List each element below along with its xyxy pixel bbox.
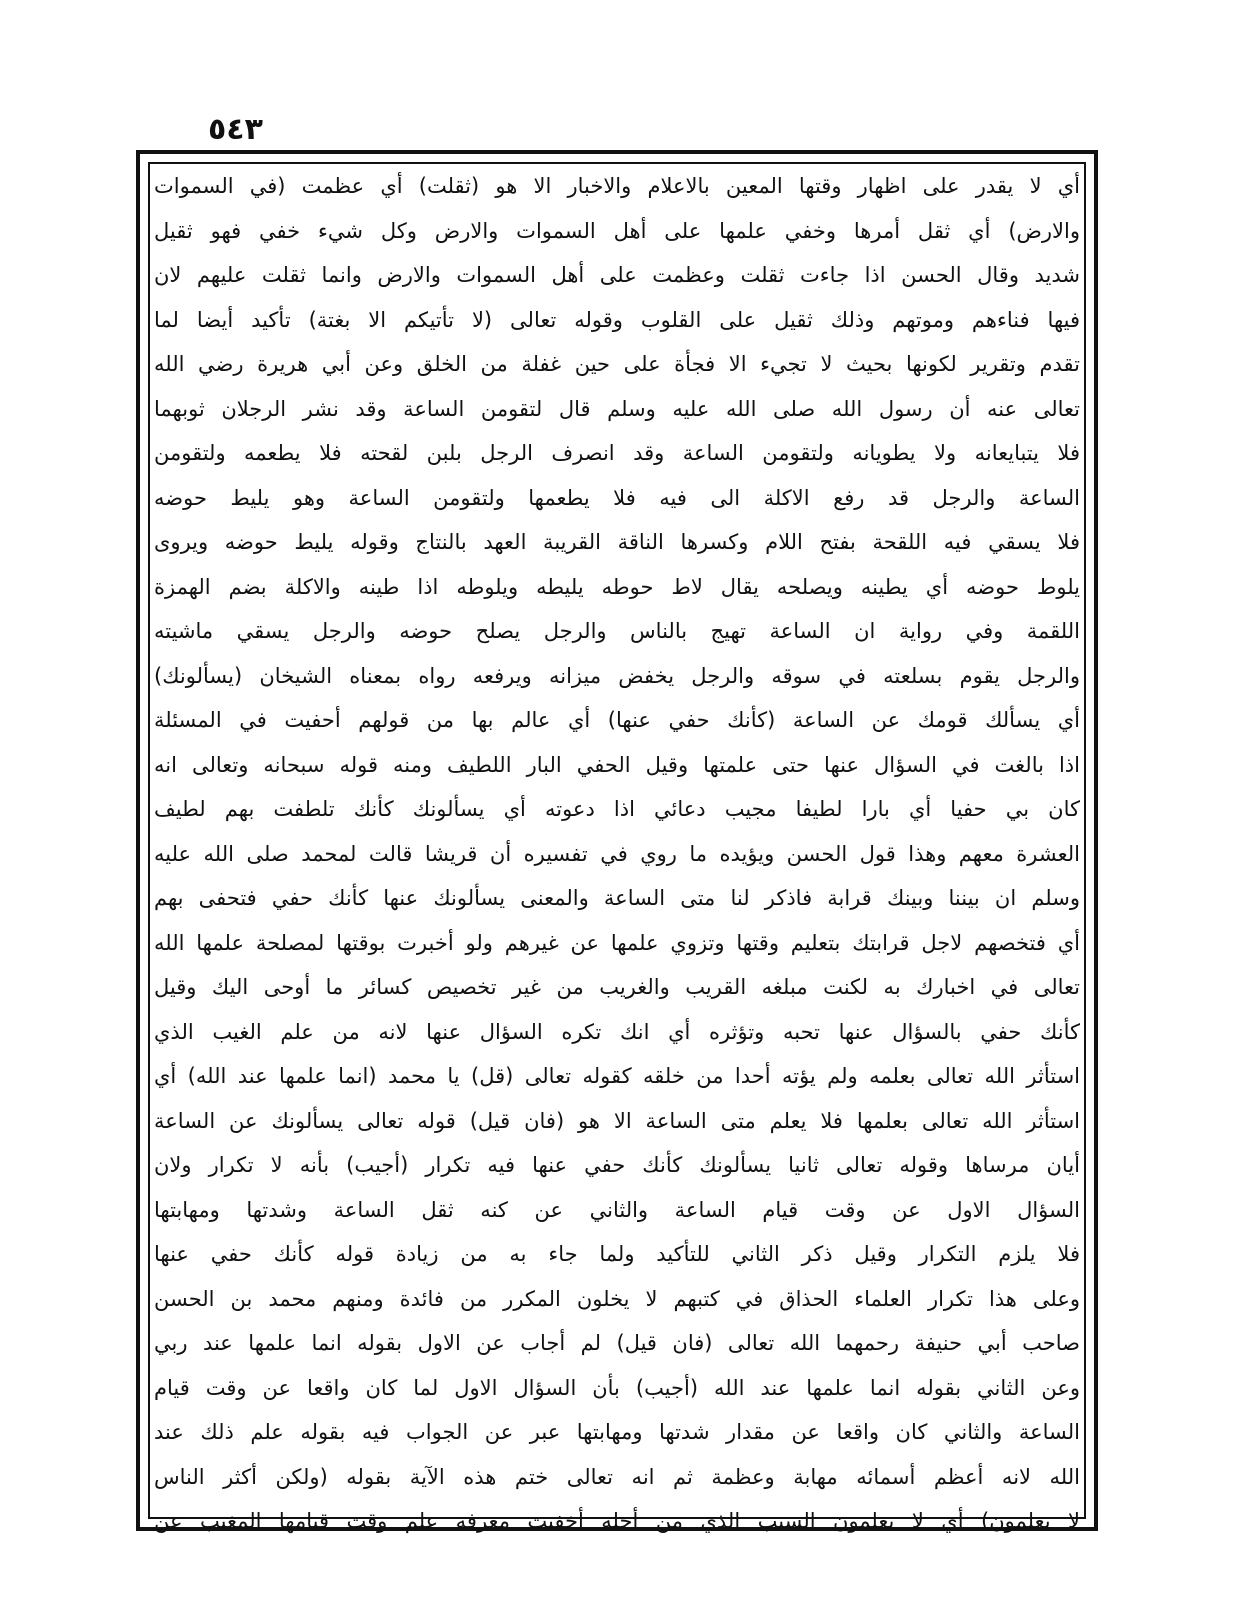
- text-line: السؤال الاول عن وقت قيام الساعة والثاني عن كنه ثقل الساعة وشدتها ومهابتها: [154, 1197, 1080, 1222]
- text-line: الله لانه أعظم أسمائه مهابة وعظمة ثم انه تعالى ختم هذه الآية بقوله (ولكن أكثر الناس: [154, 1464, 1080, 1489]
- text-line: وعن الثاني بقوله انما علمها عند الله (أجيب) بأن السؤال الاول لما كان واقعا عن وقت قيام: [154, 1375, 1080, 1400]
- text-line: والرجل يقوم بسلعته في سوقه والرجل يخفض ميزانه ويرفعه رواه بمعناه الشيخان (يسألونك): [154, 663, 1080, 688]
- text-line: كأنك حفي بالسؤال عنها تحبه وتؤثره أي انك تكره السؤال عنها لانه من علم الغيب الذي: [154, 1019, 1080, 1044]
- text-line: فيها فناءهم وموتهم وذلك ثقيل على القلوب وقوله تعالى (لا تأتيكم الا بغتة) تأكيد أيضا لما: [154, 307, 1080, 332]
- text-line: وعلى هذا تكرار العلماء الحذاق في كتبهم لا يخلون المكرر من فائدة ومنهم محمد بن الحسن: [154, 1286, 1080, 1311]
- text-line: فلا يسقي فيه اللقحة بفتح اللام وكسرها الناقة القريبة العهد بالنتاج وقوله يليط حوضه ويروى: [154, 530, 1080, 554]
- text-line: أيان مرساها وقوله تعالى ثانيا يسألونك كأنك حفي عنها فيه تكرار (أجيب) بأنه لا تكرار ولان: [154, 1153, 1080, 1177]
- text-line: تقدم وتقرير لكونها بحيث لا تجيء الا فجأة على حين غفلة من الخلق وعن أبي هريرة رضي الله: [154, 352, 1080, 376]
- text-line: اللقمة وفي رواية ان الساعة تهيج بالناس والرجل يصلح حوضه والرجل يسقي ماشيته: [154, 619, 1080, 643]
- text-line: لا يعلمون) أي لا يعلمون السبب الذي من أجله أخفيت معرفة علم وقت قيامها المغيب عن: [154, 1509, 1080, 1533]
- text-line: شديد وقال الحسن اذا جاءت ثقلت وعظمت على أهل السموات والارض وانما ثقلت عليهم لان: [154, 263, 1080, 287]
- text-line: أي يسألك قومك عن الساعة (كأنك حفي عنها) أي عالم بها من قولهم أحفيت في المسئلة: [154, 708, 1080, 732]
- text-line: الساعة والثاني كان واقعا عن مقدار شدتها ومهابتها عبر عن الجواب فيه بقوله علم ذلك عند: [154, 1420, 1080, 1444]
- text-line: صاحب أبي حنيفة رحمهما الله تعالى (فان قيل) لم أجاب عن الاول بقوله انما علمها عند ربي: [154, 1331, 1080, 1355]
- page-number: ٥٤٣: [208, 112, 263, 147]
- text-body: [150, 164, 1084, 1533]
- text-line: اذا بالغت في السؤال عنها حتى علمتها وقيل الحفي البار اللطيف ومنه قوله سبحانه وتعالى انه: [154, 752, 1080, 777]
- text-line: أي لا يقدر على اظهار وقتها المعين بالاعلام والاخبار الا هو (ثقلت) أي عظمت (في السموات: [154, 174, 1080, 198]
- text-line: استأثر الله تعالى بعلمها فلا يعلم متى الساعة الا هو (فان قيل) قوله تعالى يسألونك عن الساعة: [154, 1108, 1080, 1133]
- text-line: يلوط حوضه أي يطينه ويصلحه يقال لاط حوطه يليطه ويلوطه اذا طينه والاكلة بضم الهمزة: [154, 574, 1080, 599]
- text-line: فلا يلزم التكرار وقيل ذكر الثاني للتأكيد ولما جاء به من زيادة قوله كأنك حفي عنها: [154, 1242, 1080, 1266]
- text-line: كان بي حفيا أي بارا لطيفا مجيب دعائي اذا دعوته أي يسألونك كأنك تلطفت بهم لطيف: [154, 797, 1080, 821]
- text-line: تعالى في اخبارك به لكنت مبلغه القريب والغريب من غير تخصيص كسائر ما أوحى اليك وقيل: [154, 975, 1080, 999]
- text-line: استأثر الله تعالى بعلمه ولم يؤته أحدا من خلقه كقوله تعالى (قل) يا محمد (انما علمها عند الله) أي: [154, 1064, 1080, 1088]
- text-line: والارض) أي ثقل أمرها وخفي علمها على أهل السموات والارض وكل شيء خفي فهو ثقيل: [154, 218, 1080, 243]
- text-line: العشرة معهم وهذا قول الحسن ويؤيده ما روي في تفسيره أن قريشا قالت لمحمد صلى الله عليه: [154, 841, 1080, 866]
- text-line: تعالى عنه أن رسول الله صلى الله عليه وسلم قال لتقومن الساعة وقد نشر الرجلان ثوبهما: [154, 396, 1080, 421]
- text-line: فلا يتبايعانه ولا يطويانه ولتقومن الساعة وقد انصرف الرجل بلبن لقحته فلا يطعمه ولتقومن: [154, 441, 1080, 465]
- text-line: وسلم ان بيننا وبينك قرابة فاذكر لنا متى الساعة والمعنى يسألونك عنها كأنك حفي فتحفى بهم: [154, 886, 1080, 910]
- text-line: أي فتخصهم لاجل قرابتك بتعليم وقتها وتزوي علمها عن غيرهم ولو أخبرت بوقتها لمصلحة علمها الله: [154, 930, 1080, 955]
- text-line: الساعة والرجل قد رفع الاكلة الى فيه فلا يطعمها ولتقومن الساعة وهو يليط حوضه: [154, 485, 1080, 510]
